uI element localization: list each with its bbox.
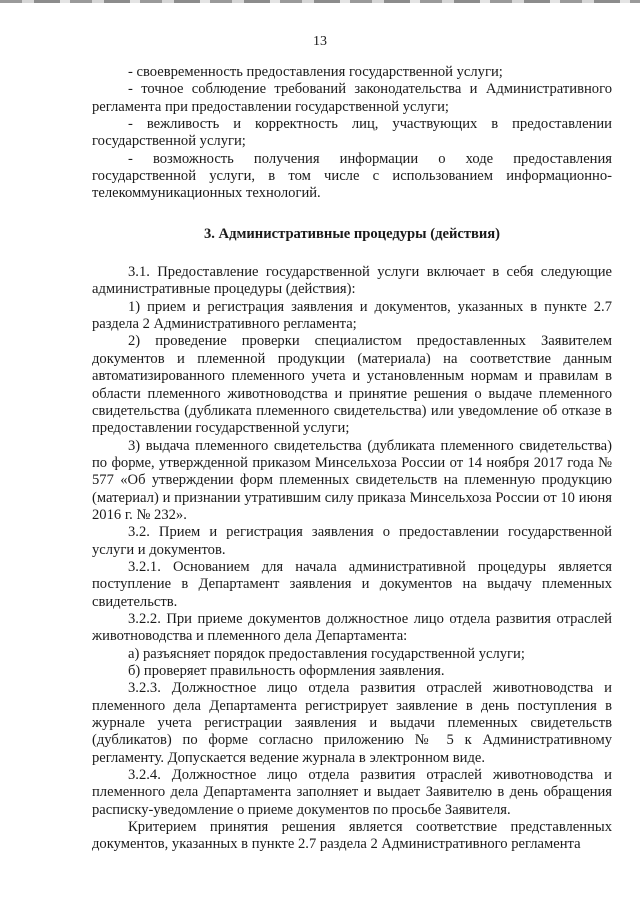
list-item-politeness: - вежливость и корректность лиц, участвующих в предоставлении государственной услуги; [92, 116, 612, 150]
paragraph-criteria: Критерием принятия решения является соответствие представленных документов, указанных в пункте 2.7 раздела 2 Административного регламента [92, 819, 612, 853]
paragraph-3-2-3: 3.2.3. Должностное лицо отдела развития отраслей животноводства и племенного дела Департамента регистрирует заявление в день поступления в журнале учета регистрации заявления и выдачи племенных свидетельств (дубликатов) по форме согласно приложению № 5 к Административному регламенту. Допускается ведение журнала в электронном виде. [92, 680, 612, 766]
list-item-timeliness: - своевременность предоставления государственной услуги; [128, 64, 503, 80]
paragraph-3-2-2: 3.2.2. При приеме документов должностное лицо отдела развития отраслей животноводства и племенного дела Департамента: [92, 610, 612, 645]
document-body [92, 64, 612, 854]
section-title: 3. Административные процедуры (действия) [203, 225, 501, 242]
paragraph-item-1: 1) прием и регистрация заявления и документов, указанных в пункте 2.7 раздела 2 Административного регламента; [92, 298, 612, 333]
page-number: 13 [313, 34, 327, 49]
list-item-compliance: - точное соблюдение требований законодательства и Административного регламента при предоставлении государственной услуги; [92, 81, 612, 115]
paragraph-item-3: 3) выдача племенного свидетельства (дубликата племенного свидетельства) по форме, утвержденной приказом Минсельхоза России от 14 ноября 2017 года № 577 «Об утверждении форм племенных свидетельств на племенную продукцию (материал) и признании утратившим силу приказа Минсельхоза России от 10 июня 2016 г. № 232». [92, 437, 612, 523]
paragraph-sub-b: б) проверяет правильность оформления заявления. [128, 663, 445, 679]
list-item-information: - возможность получения информации о ходе предоставления государственной услуги, в том числе с использованием информационно-телекоммуникационных технологий. [92, 150, 612, 202]
paragraph-sub-a: а) разъясняет порядок предоставления государственной услуги; [128, 645, 525, 662]
paragraph-3-2: 3.2. Прием и регистрация заявления о предоставлении государственной услуги и документов. [92, 524, 612, 558]
paragraph-item-2: 2) проведение проверки специалистом предоставленных Заявителем документов и племенной продукции (материала) на соответствие данным автоматизированного племенного учета и установленным нормам и правилам в области племенного животноводства и принятие решения о выдаче племенного свидетельства (дубликата племенного свидетельства) или уведомление об отказе в предоставлении государственной услуги; [92, 333, 612, 437]
paragraph-3-2-1: 3.2.1. Основанием для начала административной процедуры является поступление в Департамент заявления и документов на выдачу племенных свидетельств. [92, 558, 612, 610]
paragraph-3-2-4: 3.2.4. Должностное лицо отдела развития отраслей животноводства и племенного дела Департамента заполняет и выдает Заявителю в день обращения расписку-уведомление о приеме документов по просьбе Заявителя. [92, 767, 612, 818]
scan-top-edge [0, 0, 640, 3]
paragraph-3-1: 3.1. Предоставление государственной услуги включает в себя следующие административные процедуры (действия): [92, 264, 612, 298]
